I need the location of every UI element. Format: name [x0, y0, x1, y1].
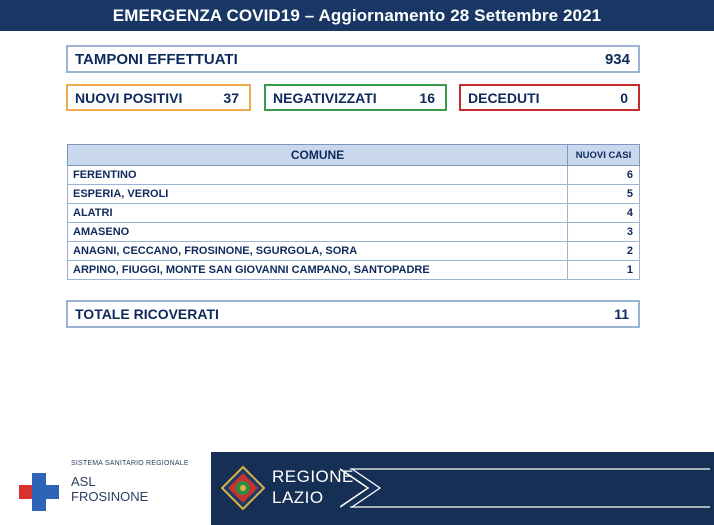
regione-lazio-crest-icon — [221, 466, 265, 510]
nuovi-positivi-value: 37 — [223, 89, 239, 106]
ricoverati-value: 11 — [614, 306, 629, 322]
ricoverati-label: TOTALE RICOVERATI — [75, 306, 219, 322]
asl-city-label: FROSINONE — [71, 489, 149, 504]
ssr-label: SISTEMA SANITARIO REGIONALE — [71, 460, 189, 467]
tamponi-box — [66, 45, 640, 73]
negativizzati-label: NEGATIVIZZATI — [273, 89, 377, 106]
comune-cell: ALATRI — [68, 204, 568, 223]
casi-cell: 2 — [568, 242, 640, 261]
comune-cell: FERENTINO — [68, 166, 568, 185]
comune-cell: ARPINO, FIUGGI, MONTE SAN GIOVANNI CAMPANO, SANTOPADRE — [68, 261, 568, 280]
chevron-decoration — [340, 468, 710, 508]
table-row — [68, 242, 640, 261]
comune-cell: ESPERIA, VEROLI — [68, 185, 568, 204]
tamponi-label: TAMPONI EFFETTUATI — [75, 50, 238, 68]
table-row — [68, 185, 640, 204]
deceduti-box — [459, 84, 640, 111]
ricoverati-box — [66, 300, 640, 328]
casi-cell: 6 — [568, 166, 640, 185]
table-row — [68, 223, 640, 242]
casi-cell: 3 — [568, 223, 640, 242]
nuovi-positivi-box — [66, 84, 251, 111]
red-blue-cross-icon — [19, 473, 59, 511]
nuovi-positivi-label: NUOVI POSITIVI — [75, 89, 183, 106]
comuni-table — [67, 144, 640, 280]
casi-cell: 1 — [568, 261, 640, 280]
deceduti-label: DECEDUTI — [468, 89, 540, 106]
table-header-row — [68, 145, 640, 166]
page-title: EMERGENZA COVID19 – Aggiornamento 28 Settembre 2021 — [0, 0, 714, 31]
comune-cell: ANAGNI, CECCANO, FROSINONE, SGURGOLA, SORA — [68, 242, 568, 261]
lazio-label: LAZIO — [272, 488, 324, 507]
casi-cell: 5 — [568, 185, 640, 204]
table-row — [68, 204, 640, 223]
asl-label: ASL — [71, 474, 96, 489]
table-row — [68, 261, 640, 280]
column-header-comune: COMUNE — [68, 145, 568, 166]
casi-cell: 4 — [568, 204, 640, 223]
deceduti-value: 0 — [620, 89, 628, 106]
tamponi-value: 934 — [604, 50, 630, 68]
regione-label: REGIONE — [272, 467, 354, 486]
negativizzati-box — [264, 84, 447, 111]
column-header-nuovi-casi: NUOVI CASI — [568, 145, 640, 166]
negativizzati-value: 16 — [419, 89, 435, 106]
table-row — [68, 166, 640, 185]
comune-cell: AMASENO — [68, 223, 568, 242]
